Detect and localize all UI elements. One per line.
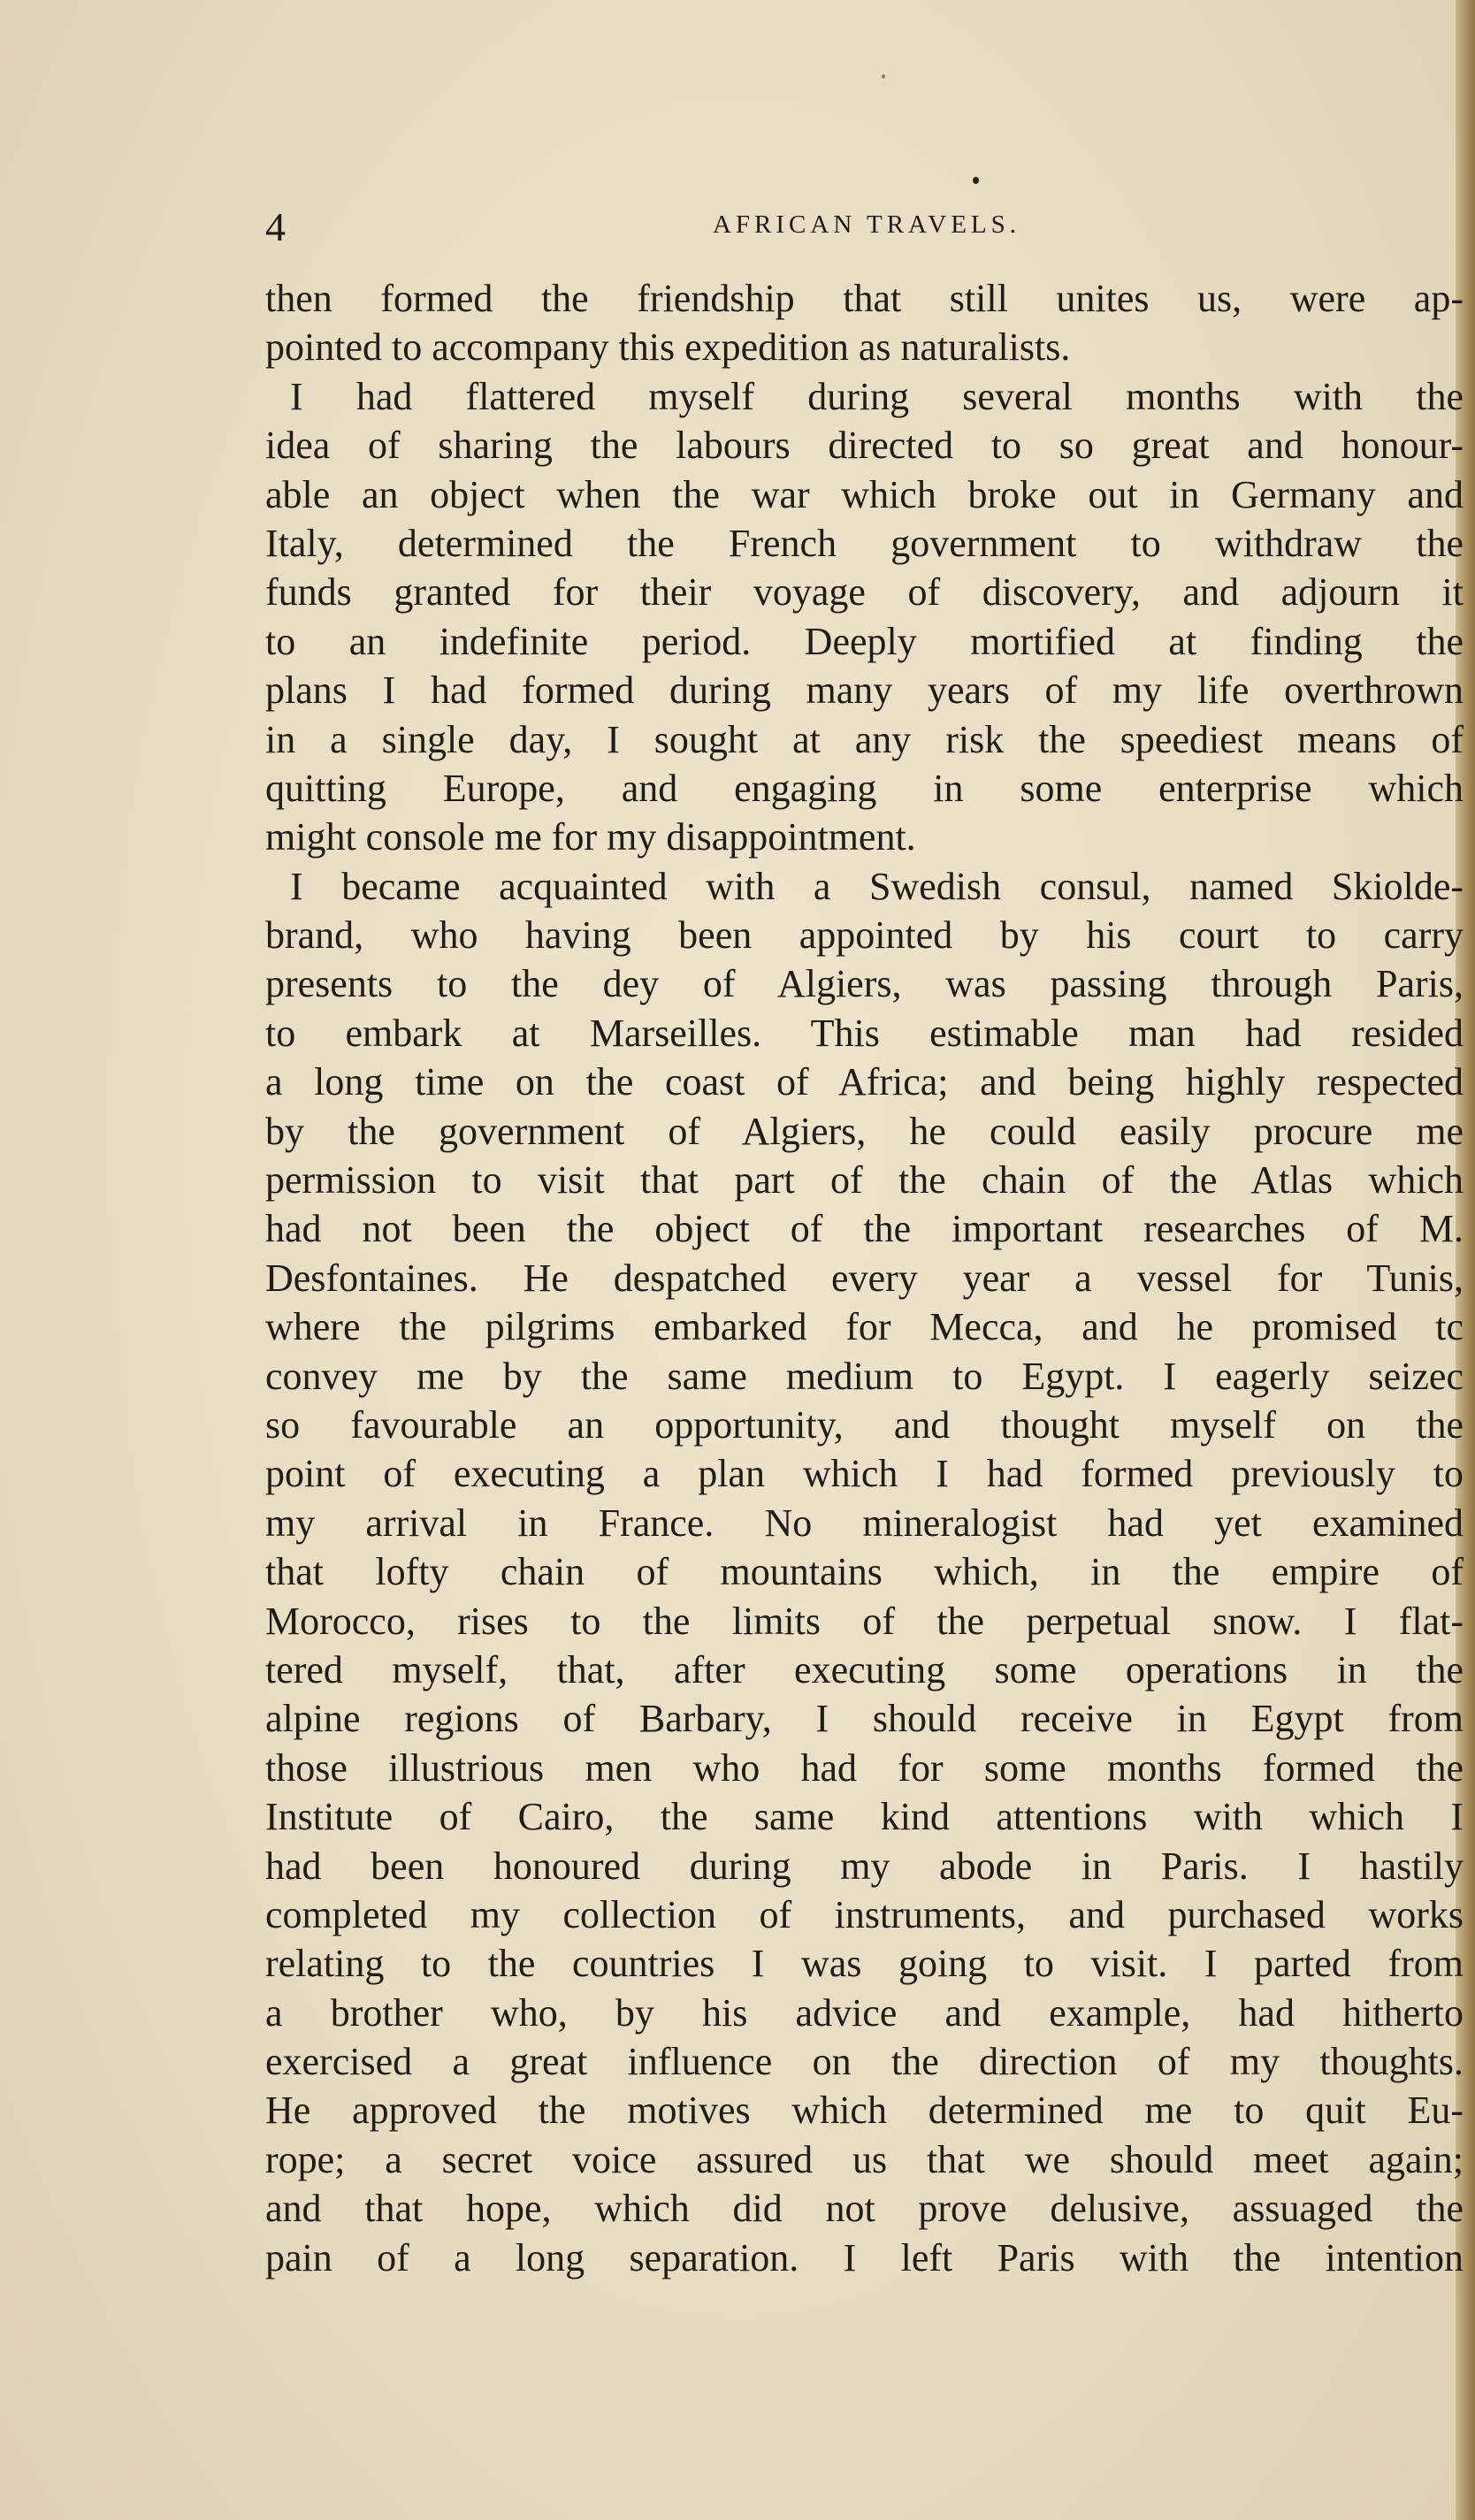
running-head: AFRICAN TRAVELS. <box>712 210 1021 239</box>
text-line: I became acquainted with a Swedish consul, named Skiolde- <box>290 864 1464 908</box>
text-line: a brother who, by his advice and example, had hitherto <box>265 1990 1464 2035</box>
text-line: able an object when the war which broke out in Germany and <box>265 472 1464 516</box>
text-line: convey me by the same medium to Egypt. I eagerly seizec <box>265 1354 1464 1398</box>
text-line: Italy, determined the French government to withdraw the <box>265 521 1464 565</box>
text-line: in a single day, I sought at any risk the speediest means of <box>265 717 1464 761</box>
text-line: that lofty chain of mountains which, in the empire of <box>265 1550 1464 1594</box>
text-line: had not been the object of the important researches of M. <box>265 1207 1464 1251</box>
text-line: funds granted for their voyage of discovery, and adjourn it <box>265 570 1464 615</box>
text-line: relating to the countries I was going to visit. I parted from <box>265 1942 1464 1986</box>
text-line: point of executing a plan which I had formed previously to <box>265 1452 1464 1496</box>
text-line: might console me for my disappointment. <box>265 815 916 859</box>
text-line: quitting Europe, and engaging in some enterprise which <box>265 766 1464 810</box>
text-line: those illustrious men who had for some months formed the <box>265 1745 1464 1790</box>
text-line: brand, who having been appointed by his court to carry <box>265 913 1464 958</box>
text-line: tered myself, that, after executing some operations in the <box>265 1647 1464 1691</box>
text-line: had been honoured during my abode in Paris. I hastily <box>265 1844 1464 1888</box>
text-line: then formed the friendship that still unites us, were ap- <box>265 277 1464 320</box>
text-line: rope; a secret voice assured us that we should meet again; <box>265 2137 1464 2181</box>
ink-speck <box>973 177 979 184</box>
text-line: so favourable an opportunity, and thought myself on the <box>265 1402 1464 1447</box>
text-line: pain of a long separation. I left Paris with the intention <box>265 2235 1464 2279</box>
text-line: Institute of Cairo, the same kind attentions with which I <box>265 1795 1464 1839</box>
text-line: completed my collection of instruments, and purchased works <box>265 1892 1464 1936</box>
text-line: pointed to accompany this expedition as naturalists. <box>265 325 1071 370</box>
text-line: where the pilgrims embarked for Mecca, and he promised tc <box>265 1305 1464 1349</box>
page-number: 4 <box>265 204 286 249</box>
ink-speck <box>882 74 885 79</box>
text-line: He approved the motives which determined me to quit Eu- <box>265 2089 1464 2133</box>
text-line: idea of sharing the labours directed to so great and honour- <box>265 424 1464 468</box>
text-line: my arrival in France. No mineralogist had yet examined <box>265 1501 1464 1545</box>
text-line: permission to visit that part of the chain of the Atlas which <box>265 1158 1464 1203</box>
body-text <box>265 274 1464 2282</box>
text-line: to an indefinite period. Deeply mortified at finding the <box>265 619 1464 663</box>
text-line: presents to the dey of Algiers, was passing through Paris, <box>265 962 1464 1006</box>
text-line: Desfontaines. He despatched every year a vessel for Tunis, <box>265 1256 1464 1300</box>
text-line: exercised a great influence on the direction of my thoughts. <box>265 2040 1464 2084</box>
text-line: plans I had formed during many years of my life overthrown <box>265 668 1464 713</box>
page-header <box>265 203 1468 256</box>
text-line: a long time on the coast of Africa; and being highly respected <box>265 1060 1464 1104</box>
text-line: and that hope, which did not prove delusive, assuaged the <box>265 2187 1464 2231</box>
text-line: by the government of Algiers, he could easily procure me <box>265 1109 1464 1153</box>
text-line: to embark at Marseilles. This estimable man had resided <box>265 1011 1464 1055</box>
text-line: Morocco, rises to the limits of the perpetual snow. I flat- <box>265 1599 1464 1643</box>
text-line: alpine regions of Barbary, I should receive in Egypt from <box>265 1697 1464 1741</box>
text-line: I had flattered myself during several months with the <box>290 374 1464 418</box>
